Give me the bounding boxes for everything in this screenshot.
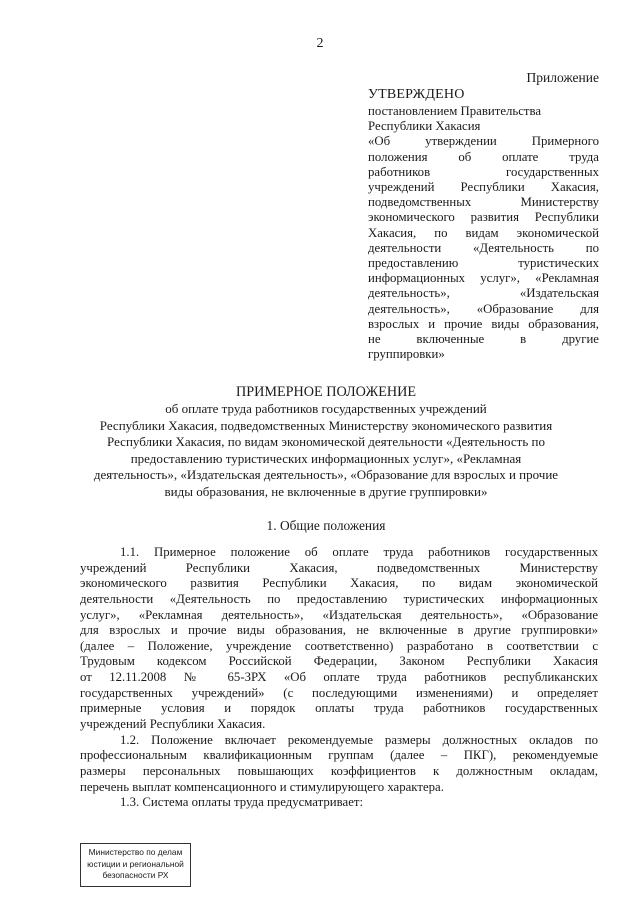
approval-line: взрослых и прочие виды образования, (368, 316, 599, 331)
body-line: 1.2. Положение включает рекомендуемые размеры должностных окладов по (120, 732, 598, 747)
approval-line: подведомственных Министерству (368, 195, 599, 210)
body-text (80, 545, 598, 811)
approval-lines (368, 104, 599, 362)
body-line: 1.3. Система оплаты труда предусматривает: (120, 795, 364, 810)
subtitle-line: предоставлению туристических информационных услуг», «Рекламная (130, 450, 522, 466)
body-line: услуг», «Рекламная деятельность», «Издательская деятельность», «Образование (80, 607, 598, 622)
body-line: учреждений Республики Хакасия, подведомственных Министерству (80, 560, 598, 575)
body-line: учреждений Республики Хакасия. (80, 717, 266, 732)
body-line: для взрослых и прочие виды образования, не включенные в другие группировки» (80, 623, 598, 638)
body-line: экономического развития Республики Хакасия, по видам экономической (80, 576, 598, 591)
body-line: профессиональным квалификационным группам (далее – ПКГ), рекомендуемые (80, 748, 598, 763)
body-line: размеры персональных повышающих коэффициентов к должностным окладам, (80, 763, 598, 778)
subtitle-line: об оплате труда работников государственных учреждений (165, 401, 487, 416)
document-title: ПРИМЕРНОЕ ПОЛОЖЕНИЕ (235, 384, 417, 400)
approval-line: положения об оплате труда (368, 149, 599, 164)
document-subtitle (60, 401, 592, 501)
body-line: государственных учреждений» (с последующими изменениями) и определяет (80, 685, 598, 700)
section-heading: 1. Общие положения (266, 518, 386, 533)
approval-line: Республики Хакасия (368, 119, 481, 134)
body-line: 1.1. Примерное положение об оплате труда работников государственных (120, 545, 598, 559)
approval-line: учреждений Республики Хакасия, (368, 180, 599, 195)
approval-line: предоставлению туристических (368, 256, 599, 271)
approval-line: деятельности «Деятельность по (368, 240, 599, 255)
body-line: примерные условия и порядок оплаты труда работников государственных (80, 701, 598, 716)
approval-line: информационных услуг», «Рекламная (368, 271, 599, 286)
approval-line: не включенные в другие (368, 332, 599, 347)
approval-line: деятельность», «Издательская (368, 286, 599, 301)
approval-line: «Об утверждении Примерного (368, 134, 599, 149)
subtitle-line: виды образования, не включенные в другие группировки» (164, 483, 488, 499)
stamp-line: безопасности РХ (102, 870, 169, 880)
approval-line: Хакасия, по видам экономической (368, 225, 599, 240)
body-line: Трудовым кодексом Российской Федерации, Законом Республики Хакасия (80, 654, 598, 669)
subtitle-line: деятельность», «Издательская деятельность», «Образование для взрослых и прочие (93, 467, 559, 483)
subtitle-line: Республики Хакасия, подведомственных Министерству экономического развития (99, 417, 553, 433)
approval-block (368, 86, 599, 362)
body-line: от 12.11.2008 № 65-ЗРХ «Об оплате труда работников республиканских (80, 670, 598, 685)
appendix-label: Приложение (526, 70, 599, 85)
page-number: 2 (316, 36, 324, 51)
body-line: деятельности «Деятельность по предоставлению туристических информационных (80, 591, 598, 606)
approval-line: работников государственных (368, 164, 599, 179)
stamp-line: юстиции и региональной (87, 858, 184, 869)
approval-line: группировки» (368, 347, 445, 362)
document-heading (60, 384, 592, 501)
approval-line: постановлением Правительства (368, 104, 542, 118)
approval-line: деятельность», «Образование для (368, 301, 599, 316)
body-line: перечень выплат компенсационного и стимулирующего характера. (80, 779, 444, 794)
body-line: (далее – Положение, учреждение соответственно) разработано в соответствии с (80, 638, 598, 653)
approval-heading: УТВЕРЖДЕНО (368, 87, 465, 102)
stamp-line: Министерство по делам (88, 847, 183, 857)
ministry-stamp (80, 843, 191, 887)
approval-line: экономического развития Республики (368, 210, 599, 225)
subtitle-line: Республики Хакасия, по видам экономической деятельности «Деятельность по (107, 434, 545, 450)
